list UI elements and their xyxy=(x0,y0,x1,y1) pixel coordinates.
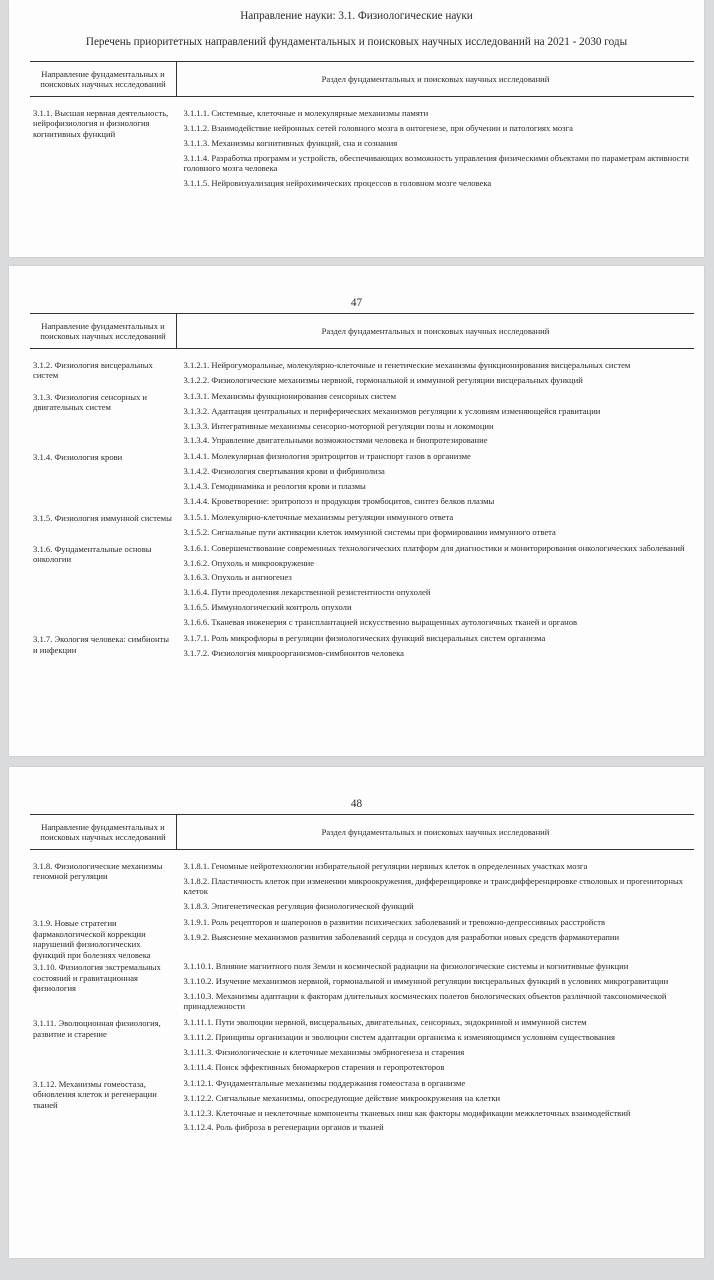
page-number: 48 xyxy=(350,798,363,810)
research-section-item: 3.1.4.2. Физиология свертывания крови и фибринолиза xyxy=(183,466,385,477)
research-section-item: 3.1.11.4. Поиск эффективных биомаркеров старения и геропротекторов xyxy=(183,1061,445,1072)
research-section-item: 3.1.2.2. Физиологические механизмы нервной, гормональной и иммунной регуляции висцеральных функций xyxy=(183,374,583,385)
research-section-item: 3.1.5.1. Молекулярно-клеточные механизмы регуляции иммунного ответа xyxy=(183,511,454,522)
table-row xyxy=(30,632,694,663)
table-row xyxy=(30,390,694,451)
research-section-item: 3.1.10.1. Влияние магнитного поля Земли и космической радиации на физиологические системы и когнитивные функции xyxy=(183,961,629,972)
research-section-item: 3.1.11.2. Принципы организации и эволюции систем адаптации организма к изменяющимся условиям существования xyxy=(183,1032,615,1043)
table-row xyxy=(30,850,694,917)
header-section: Раздел фундаментальных и поисковых научных исследований xyxy=(177,815,695,850)
research-sections xyxy=(177,1016,695,1077)
research-section-item: 3.1.4.4. Кроветворение: эритропоэз и продукция тромбоцитов, синтез белков плазмы xyxy=(183,496,495,507)
research-direction: 3.1.9. Новые стратегии фармакологической коррекции нарушений физиологических функций при болезнях человека xyxy=(33,918,151,960)
research-direction: 3.1.10. Физиология экстремальных состояний и гравитационная физиология xyxy=(33,962,161,994)
research-section-item: 3.1.3.2. Адаптация центральных и периферических механизмов регуляции к условиям изменяющейся гравитации xyxy=(183,405,601,416)
research-direction: 3.1.7. Экология человека: симбионты и инфекции xyxy=(33,634,170,655)
research-direction: 3.1.3. Физиология сенсорных и двигательных систем xyxy=(33,391,148,413)
header-direction: Направление фундаментальных и поисковых научных исследований xyxy=(30,314,177,349)
research-section-item: 3.1.3.1. Механизмы функционирования сенсорных систем xyxy=(183,390,397,401)
research-sections xyxy=(177,97,695,193)
research-direction: 3.1.11. Эволюционная физиология, развитие и старение xyxy=(33,1018,161,1039)
research-direction: 3.1.4. Физиология крови xyxy=(33,452,123,463)
research-section-item: 3.1.12.2. Сигнальные механизмы, опосредующие действие микроокружения на клетки xyxy=(183,1092,501,1103)
research-section-item: 3.1.1.4. Разработка программ и устройств, обеспечивающих возможность управления физическими объектами по параметрам активности головного мозга человека xyxy=(183,152,689,174)
research-section-item: 3.1.1.1. Системные, клеточные и молекулярные механизмы памяти xyxy=(183,108,429,118)
research-section-item: 3.1.11.1. Пути эволюции нервной, висцеральных, двигательных, сенсорных, эндокринной и иммунной систем xyxy=(183,1017,587,1028)
research-section-item: 3.1.7.1. Роль микрофлоры в регуляции физиологических функций висцеральных систем организма xyxy=(183,633,546,644)
header-direction: Направление фундаментальных и поисковых научных исследований xyxy=(30,62,177,97)
research-section-item: 3.1.7.2. Физиология микроорганизмов-симбионтов человека xyxy=(183,647,404,658)
research-section-item: 3.1.10.3. Механизмы адаптации к факторам длительных космических полетов биологических объектов различной таксономической принадлежности xyxy=(183,990,667,1012)
research-sections xyxy=(177,349,695,390)
research-section-item: 3.1.6.2. Опухоль и микроокружение xyxy=(183,557,315,568)
research-direction: 3.1.2. Физиология висцеральных систем xyxy=(33,360,153,381)
table-header-row xyxy=(30,62,694,97)
research-direction: 3.1.1. Высшая нервная деятельность, нейрофизиология и физиология когнитивных функций xyxy=(33,108,169,139)
research-section-item: 3.1.5.2. Сигнальные пути активации клеток иммунной системы при формировании иммунного ответа xyxy=(183,526,556,537)
table-row xyxy=(30,450,694,511)
research-section-item: 3.1.12.1. Фундаментальные механизмы поддержания гомеостаза в организме xyxy=(183,1077,466,1088)
research-sections xyxy=(177,450,695,511)
document-page-48 xyxy=(9,767,704,1258)
research-sections xyxy=(177,916,695,960)
research-section-item: 3.1.6.3. Опухоль и ангиогенез xyxy=(183,572,292,583)
research-section-item: 3.1.1.3. Механизмы когнитивных функций, сна и сознания xyxy=(183,137,398,148)
table-row xyxy=(30,916,694,960)
research-section-item: 3.1.8.1. Геномные нейротехнологии избирательной регуляции нервных клеток в определенных участках мозга xyxy=(183,861,588,871)
research-section-item: 3.1.1.5. Нейровизуализация нейрохимических процессов в головном мозге человека xyxy=(183,178,492,189)
header-direction: Направление фундаментальных и поисковых научных исследований xyxy=(30,815,177,850)
header-section: Раздел фундаментальных и поисковых научных исследований xyxy=(177,314,695,349)
research-section-item: 3.1.6.6. Тканевая инженерия с трансплантацией искусственно выращенных аутологичных тканей и органов xyxy=(183,617,578,628)
research-sections xyxy=(177,511,695,542)
research-section-item: 3.1.12.3. Клеточные и неклеточные компоненты тканевых ниш как факторы модификации межклеточных взаимодействий xyxy=(183,1107,631,1118)
research-section-item: 3.1.8.3. Эпигенетическая регуляция физиологической функций xyxy=(183,901,414,912)
research-section-item: 3.1.4.3. Гемодинамика и реология крови и плазмы xyxy=(183,481,366,492)
priority-table xyxy=(30,61,694,193)
table-row xyxy=(30,960,694,1016)
header-section: Раздел фундаментальных и поисковых научных исследований xyxy=(177,62,695,97)
table-row xyxy=(30,542,694,632)
research-direction: 3.1.6. Фундаментальные основы онкологии xyxy=(33,543,152,565)
research-sections xyxy=(177,1077,695,1138)
document-page-1 xyxy=(9,0,704,257)
research-section-item: 3.1.10.2. Изучение механизмов нервной, гормональной и иммунной регуляции висцеральных функций в условиях микрогравитации xyxy=(183,975,669,986)
table-header-row xyxy=(30,815,694,850)
research-section-item: 3.1.2.1. Нейрогуморальные, молекулярно-клеточные и генетические механизмы функционирования висцеральных систем xyxy=(183,360,631,370)
research-sections xyxy=(177,632,695,663)
list-title: Перечень приоритетных направлений фундаментальных и поисковых научных исследований на 2021 - 2030 годы xyxy=(85,36,628,48)
research-direction: 3.1.5. Физиология иммунной системы xyxy=(33,512,172,523)
research-direction: 3.1.8. Физиологические механизмы геномной регуляции xyxy=(33,861,163,882)
research-section-item: 3.1.3.4. Управление двигательными возможностями человека и биопротезирование xyxy=(183,435,488,446)
research-direction: 3.1.12. Механизмы гомеостаза, обновления клеток и регенерации тканей xyxy=(33,1078,157,1110)
direction-title: Направление науки: 3.1. Физиологические науки xyxy=(240,10,473,22)
research-section-item: 3.1.6.5. Иммунологический контроль опухоли xyxy=(183,602,352,613)
research-section-item: 3.1.11.3. Физиологические и клеточные механизмы эмбриогенеза и старения xyxy=(183,1047,465,1057)
research-section-item: 3.1.12.4. Роль фиброза в регенерации органов и тканей xyxy=(183,1122,384,1133)
table-row xyxy=(30,97,694,193)
priority-table xyxy=(30,814,694,1137)
research-sections xyxy=(177,390,695,451)
research-section-item: 3.1.6.4. Пути преодоления лекарственной резистентности опухолей xyxy=(183,587,431,598)
research-sections xyxy=(177,542,695,632)
research-section-item: 3.1.3.3. Интегративные механизмы сенсорно-моторной регуляции позы и локомоции xyxy=(183,420,494,431)
table-row xyxy=(30,1016,694,1077)
research-sections xyxy=(177,850,695,917)
priority-table xyxy=(30,313,694,663)
table-row xyxy=(30,349,694,390)
research-sections xyxy=(177,960,695,1016)
table-row xyxy=(30,511,694,542)
page-number: 47 xyxy=(350,297,363,309)
research-section-item: 3.1.8.2. Пластичность клеток при изменении микроокружения, дифференцировке и трансдифференцировке стволовых и прогениторных клеток xyxy=(183,875,684,897)
research-section-item: 3.1.4.1. Молекулярная физиология эритроцитов и транспорт газов в организме xyxy=(183,451,471,462)
document-page-47 xyxy=(9,266,704,756)
research-section-item: 3.1.9.2. Выяснение механизмов развития заболеваний сердца и сосудов для разработки новых средств фармакотерапии xyxy=(183,932,620,943)
table-row xyxy=(30,1077,694,1138)
research-section-item: 3.1.6.1. Совершенствование современных технологических платформ для диагностики и мониторирования онкологических заболеваний xyxy=(183,542,685,553)
research-section-item: 3.1.1.2. Взаимодействие нейронных сетей головного мозга в онтогенезе, при обучении и патологиях мозга xyxy=(183,122,573,133)
research-section-item: 3.1.9.1. Роль рецепторов и шаперонов в развитии психических заболеваний и тревожно-депрессивных расстройств xyxy=(183,917,606,928)
table-header-row xyxy=(30,314,694,349)
